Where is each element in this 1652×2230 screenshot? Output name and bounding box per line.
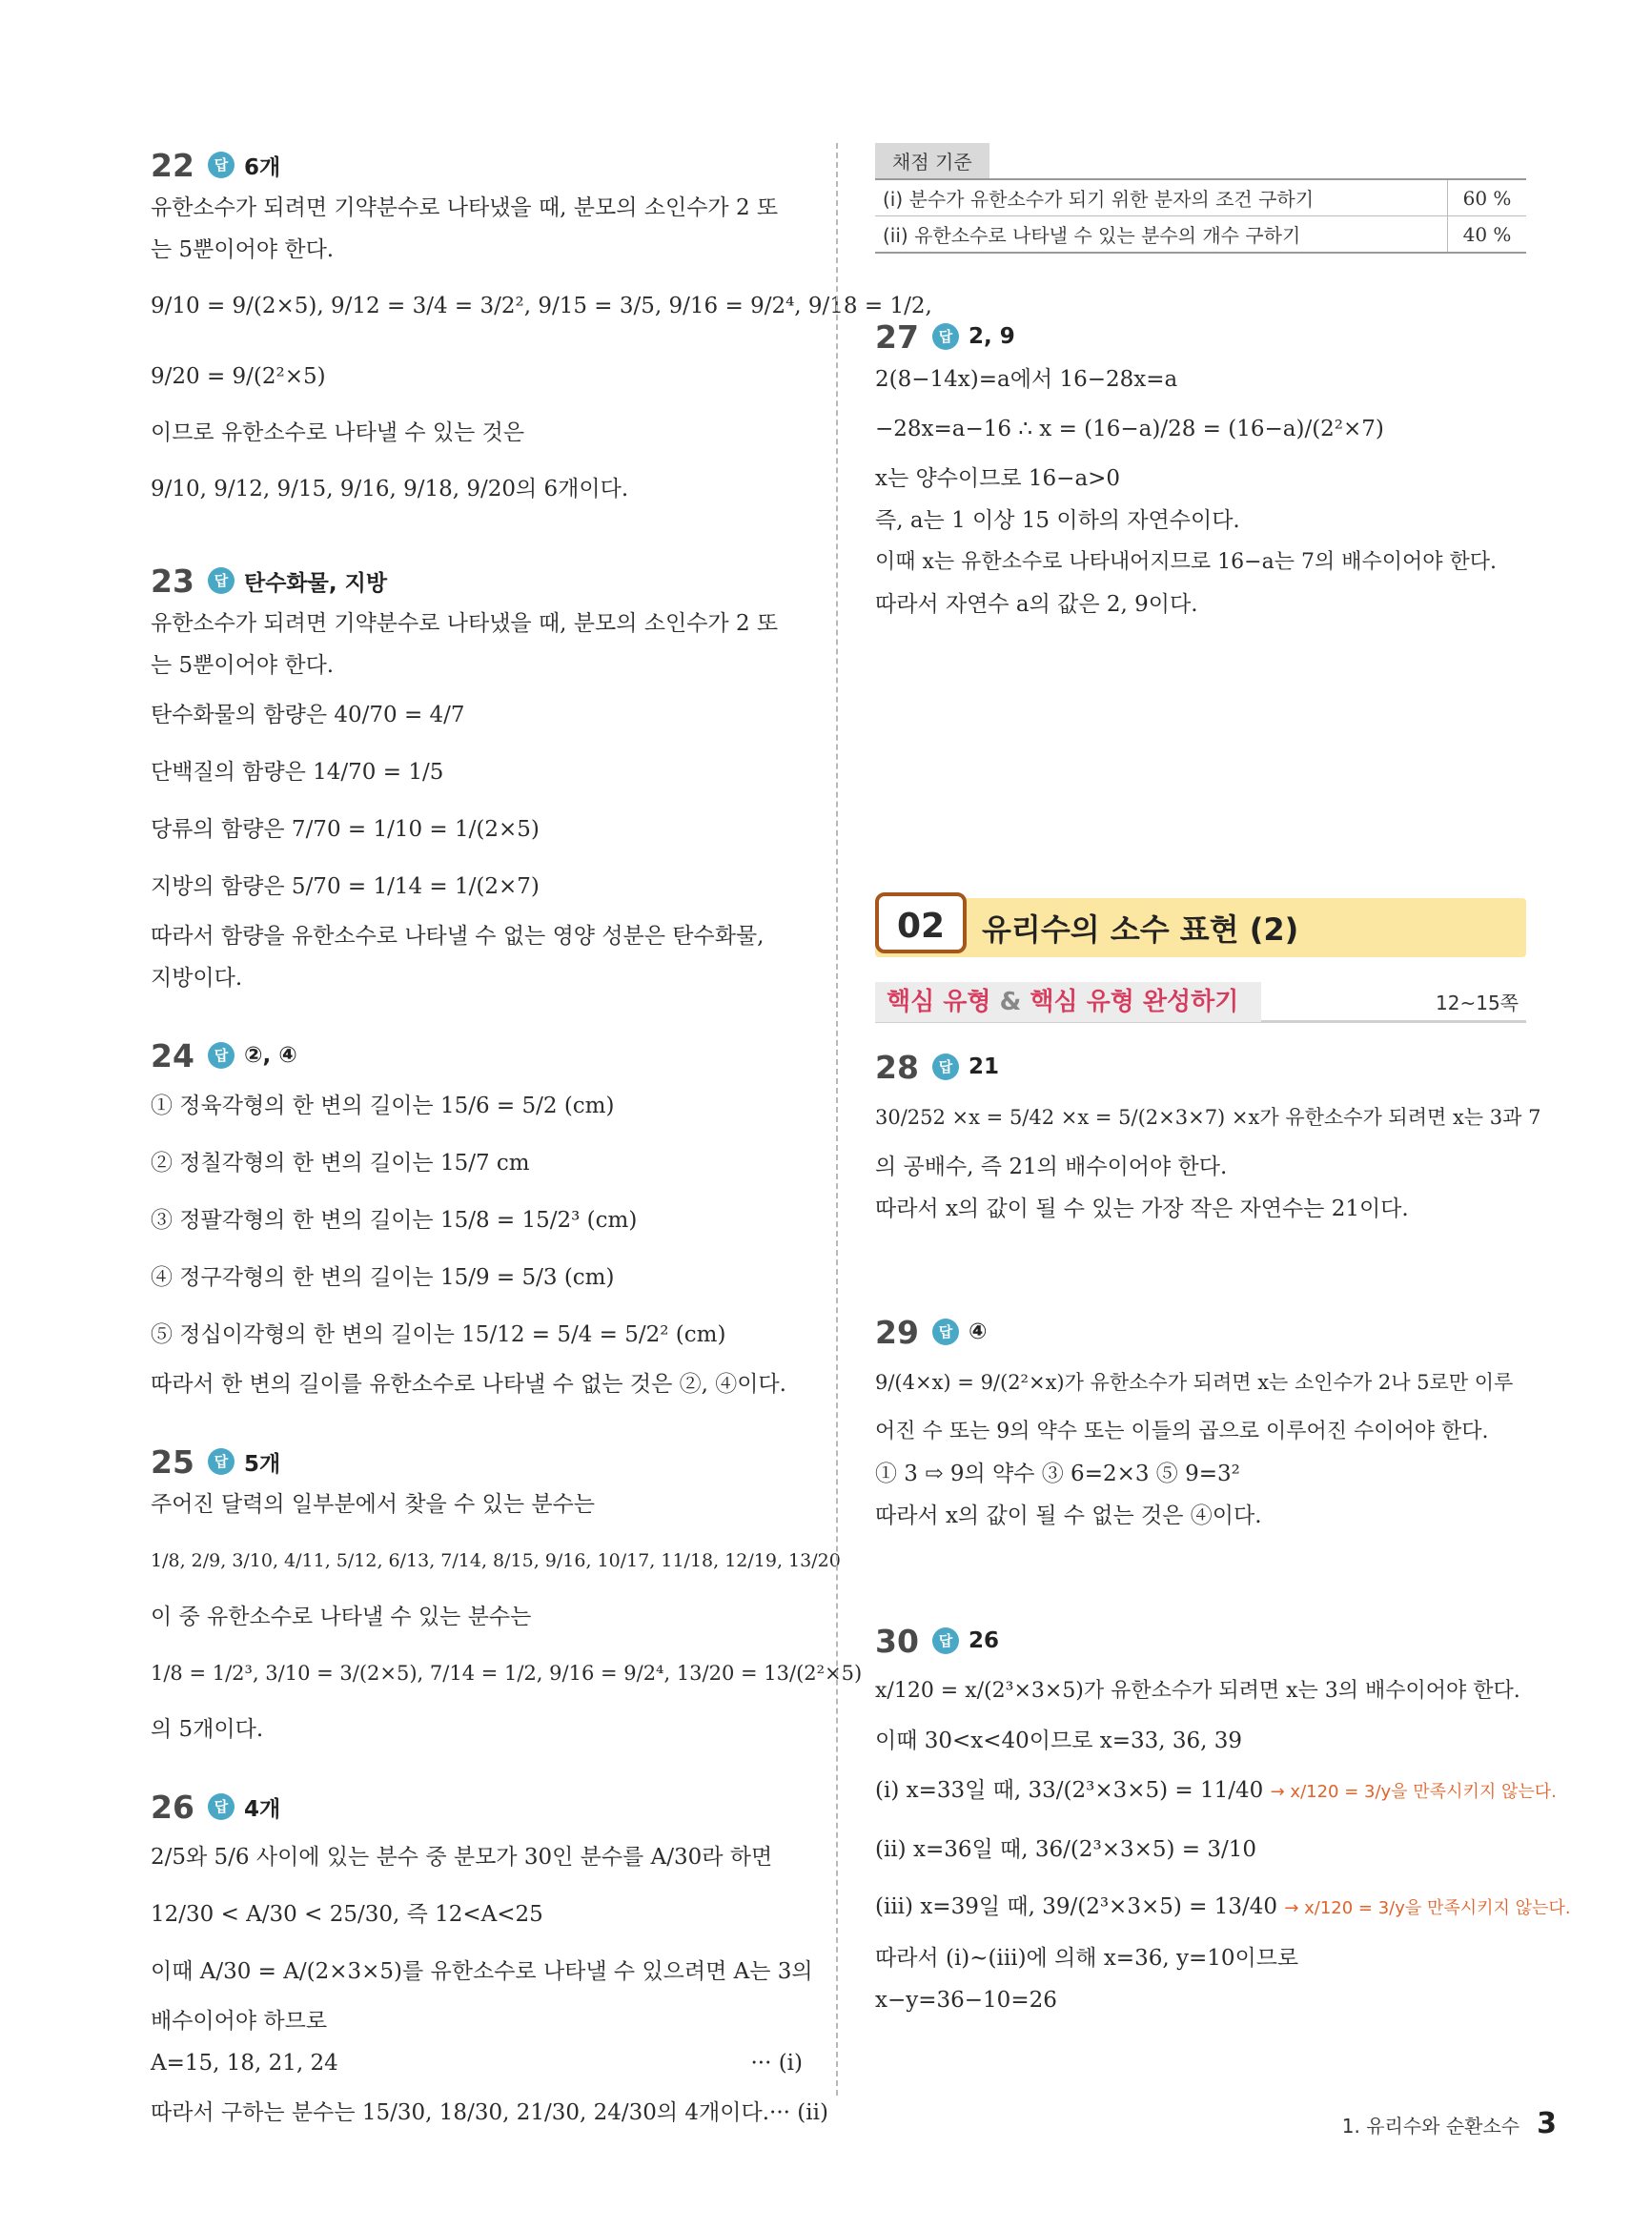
solution-line: 이므로 유한소수로 나타낼 수 있는 것은: [151, 420, 525, 445]
solution-line: x는 양수이므로 16−a>0: [875, 466, 1121, 491]
answer-badge: 답: [208, 1448, 235, 1475]
solution-line: ⑤ 정십이각형의 한 변의 길이는 15/12 = 5/4 = 5/2² (cm): [151, 1322, 726, 1347]
solution-line: ① 정육각형의 한 변의 길이는 15/6 = 5/2 (cm): [151, 1094, 615, 1118]
problem-25: [151, 1440, 863, 1750]
answer-text: 21: [969, 1054, 1000, 1079]
answer-text: 26: [969, 1628, 1000, 1653]
solution-line: ④ 정구각형의 한 변의 길이는 15/9 = 5/3 (cm): [151, 1265, 615, 1290]
answer-badge: 답: [208, 152, 235, 178]
solution-line: [151, 2084, 828, 2141]
section-header: [875, 892, 1526, 959]
solution-line: ① 3 ⇨ 9의 약수 ③ 6=2×3 ⑤ 9=3²: [875, 1462, 1240, 1486]
problem-30: [875, 1619, 1571, 2021]
subsection-title: [875, 982, 1261, 1022]
solution-line: [875, 1762, 1557, 1821]
problem-23: [151, 559, 803, 999]
solution-line: 따라서 함량을 유한소수로 나타낼 수 없는 영양 성분은 탄수화물,: [151, 924, 765, 949]
grading-criteria-table: [875, 178, 1526, 254]
solution-line: 이때 30<x<40이므로 x=33, 36, 39: [875, 1729, 1243, 1753]
answer-badge: 답: [208, 567, 235, 594]
solution-line: 이때 x는 유한소수로 나타내어지므로 16−a는 7의 배수이어야 한다.: [875, 550, 1497, 574]
answer-text: 2, 9: [969, 324, 1015, 349]
criteria-label: (i) 분수가 유한소수가 되기 위한 분자의 조건 구하기: [875, 179, 1448, 216]
solution-line: 9/10, 9/12, 9/15, 9/16, 9/18, 9/20의 6개이다.: [151, 477, 629, 501]
problem-27: [875, 315, 1526, 625]
solution-line: 유한소수가 되려면 기약분수로 나타냈을 때, 분모의 소인수가 2 또: [151, 611, 779, 636]
solution-line: 9/(4×x) = 9/(2²×x)가 유한소수가 되려면 x는 소인수가 2나 5로만 이루: [875, 1371, 1514, 1394]
solution-line: 어진 수 또는 9의 약수 또는 이들의 곱으로 이루어진 수이어야 한다.: [875, 1420, 1489, 1443]
solution-line: [151, 2042, 803, 2084]
problem-29: [875, 1310, 1526, 1537]
solution-text: (i) x=33일 때, 33/(2³×3×5) = 11/40: [875, 1778, 1264, 1803]
answer-badge: 답: [932, 1627, 959, 1654]
problem-number: 24: [151, 1036, 194, 1074]
solution-line: 지방의 함량은 5/70 = 1/14 = 1/(2×7): [151, 874, 540, 899]
page-footer: [1342, 2107, 1557, 2140]
step-mark: ··· (ii): [769, 2100, 828, 2125]
solution-line: 지방이다.: [151, 966, 243, 991]
problem-number: 30: [875, 1622, 919, 1660]
criteria-percent: 60 %: [1448, 179, 1527, 216]
solution-line: 이때 A/30 = A/(2×3×5)를 유한소수로 나타낼 수 있으려면 A는 3의: [151, 1959, 813, 1984]
answer-badge: 답: [208, 1793, 235, 1820]
problem-number: 27: [875, 317, 919, 356]
solution-line: 따라서 x의 값이 될 수 없는 것은 ④이다.: [875, 1504, 1262, 1528]
solution-line: 따라서 x의 값이 될 수 있는 가장 작은 자연수는 21이다.: [875, 1197, 1409, 1221]
side-note: → x/120 = 3/y을 만족시키지 않는다.: [1284, 1898, 1571, 1918]
problem-number: 25: [151, 1442, 194, 1481]
table-row: [875, 179, 1526, 216]
answer-badge: 답: [932, 1054, 959, 1080]
solution-line: [875, 1878, 1571, 1937]
solution-line: 12/30 < A/30 < 25/30, 즉 12<A<25: [151, 1902, 543, 1927]
problem-24: [151, 1033, 803, 1405]
solution-line: 따라서 자연수 a의 값은 2, 9이다.: [875, 592, 1198, 617]
solution-line: 탄수화물의 함량은 40/70 = 4/7: [151, 703, 465, 727]
solution-line: 30/252 ×x = 5/42 ×x = 5/(2×3×7) ×x가 유한소수가 되려면 x는 3과 7: [875, 1106, 1541, 1129]
subsection-title-b: 핵심 유형 완성하기: [1030, 988, 1239, 1016]
solution-line: 1/8 = 1/2³, 3/10 = 3/(2×5), 7/14 = 1/2, 9/16 = 9/2⁴, 13/20 = 13/(2²×5): [151, 1662, 863, 1685]
problem-number: 23: [151, 562, 194, 600]
answer-badge: 답: [932, 1319, 959, 1345]
solution-line: 단백질의 함량은 14/70 = 1/5: [151, 760, 444, 785]
grading-criteria-title: 채점 기준: [875, 143, 989, 178]
criteria-label: (ii) 유한소수로 나타낼 수 있는 분수의 개수 구하기: [875, 216, 1448, 254]
answer-text: 5개: [244, 1451, 281, 1477]
solution-line: 따라서 한 변의 길이를 유한소수로 나타낼 수 없는 것은 ②, ④이다.: [151, 1372, 786, 1397]
answer-badge: 답: [932, 323, 959, 350]
table-row: [875, 216, 1526, 254]
solution-line: 이 중 유한소수로 나타낼 수 있는 분수는: [151, 1605, 532, 1629]
solution-line: 9/10 = 9/(2×5), 9/12 = 3/4 = 3/2², 9/15 = 3/5, 9/16 = 9/2⁴, 9/18 = 1/2,: [151, 294, 932, 318]
problem-number: 28: [875, 1048, 919, 1086]
solution-text: A=15, 18, 21, 24: [151, 2051, 338, 2076]
solution-line: 배수이어야 하므로: [151, 2009, 328, 2034]
problem-number: 29: [875, 1313, 919, 1351]
right-column: [875, 143, 1571, 2056]
solution-line: 9/20 = 9/(2²×5): [151, 364, 326, 389]
solution-line: 는 5뿐이어야 한다.: [151, 237, 335, 262]
solution-line: 유한소수가 되려면 기약분수로 나타냈을 때, 분모의 소인수가 2 또: [151, 195, 779, 220]
criteria-percent: 40 %: [1448, 216, 1527, 254]
subsection-ampersand: &: [999, 988, 1022, 1016]
solution-line: 따라서 (i)~(iii)에 의해 x=36, y=10이므로: [875, 1946, 1299, 1971]
solution-line: 1/8, 2/9, 3/10, 4/11, 5/12, 6/13, 7/14, 8/15, 9/16, 10/17, 11/18, 12/19, 13/20: [151, 1550, 841, 1571]
solution-text: (iii) x=39일 때, 39/(2³×3×5) = 13/40: [875, 1894, 1278, 1919]
solution-line: ② 정칠각형의 한 변의 길이는 15/7 cm: [151, 1151, 530, 1176]
answer-text: 탄수화물, 지방: [244, 570, 388, 596]
subsection-header: [875, 982, 1526, 1030]
answer-text: 6개: [244, 154, 281, 180]
answer-text: 4개: [244, 1796, 281, 1822]
solution-line: 당류의 함량은 7/70 = 1/10 = 1/(2×5): [151, 817, 540, 842]
solution-line: 2(8−14x)=a에서 16−28x=a: [875, 367, 1178, 392]
problem-number: 22: [151, 146, 194, 184]
subsection-title-a: 핵심 유형: [887, 988, 991, 1016]
solution-line: 의 공배수, 즉 21의 배수이어야 한다.: [875, 1155, 1228, 1179]
solution-line: 2/5와 5/6 사이에 있는 분수 중 분모가 30인 분수를 A/30라 하면: [151, 1845, 773, 1870]
solution-line: 는 5뿐이어야 한다.: [151, 653, 335, 678]
solution-text: 따라서 구하는 분수는 15/30, 18/30, 21/30, 24/30의 4개이다.: [151, 2100, 770, 2125]
solution-line: x−y=36−10=26: [875, 1988, 1057, 2013]
step-mark: ··· (i): [750, 2051, 803, 2076]
answer-badge: 답: [208, 1042, 235, 1069]
solution-line: x/120 = x/(2³×3×5)가 유한소수가 되려면 x는 3의 배수이어야 한다.: [875, 1679, 1520, 1703]
grading-criteria: [875, 143, 1526, 254]
solution-line: (ii) x=36일 때, 36/(2³×3×5) = 3/10: [875, 1837, 1257, 1862]
problem-28: [875, 1045, 1541, 1230]
page-number: 3: [1537, 2107, 1557, 2140]
solution-line: 의 5개이다.: [151, 1717, 264, 1742]
solution-line: 주어진 달력의 일부분에서 찾을 수 있는 분수는: [151, 1492, 596, 1517]
chapter-title: 1. 유리수와 순환소수: [1341, 2115, 1520, 2138]
answer-text: ②, ④: [244, 1043, 297, 1068]
problem-26: [151, 1785, 828, 2141]
solution-line: ③ 정팔각형의 한 변의 길이는 15/8 = 15/2³ (cm): [151, 1208, 638, 1233]
column-divider: [836, 143, 838, 2096]
section-number: 02: [875, 892, 967, 953]
page-range: 12~15쪽: [1436, 992, 1519, 1014]
answer-text: ④: [969, 1320, 988, 1344]
problem-number: 26: [151, 1788, 194, 1826]
side-note: → x/120 = 3/y을 만족시키지 않는다.: [1270, 1782, 1557, 1802]
solution-line: 즉, a는 1 이상 15 이하의 자연수이다.: [875, 508, 1240, 533]
section-title: 유리수의 소수 표현 (2): [982, 911, 1299, 948]
solution-line: −28x=a−16 ∴ x = (16−a)/28 = (16−a)/(2²×7): [875, 417, 1384, 441]
